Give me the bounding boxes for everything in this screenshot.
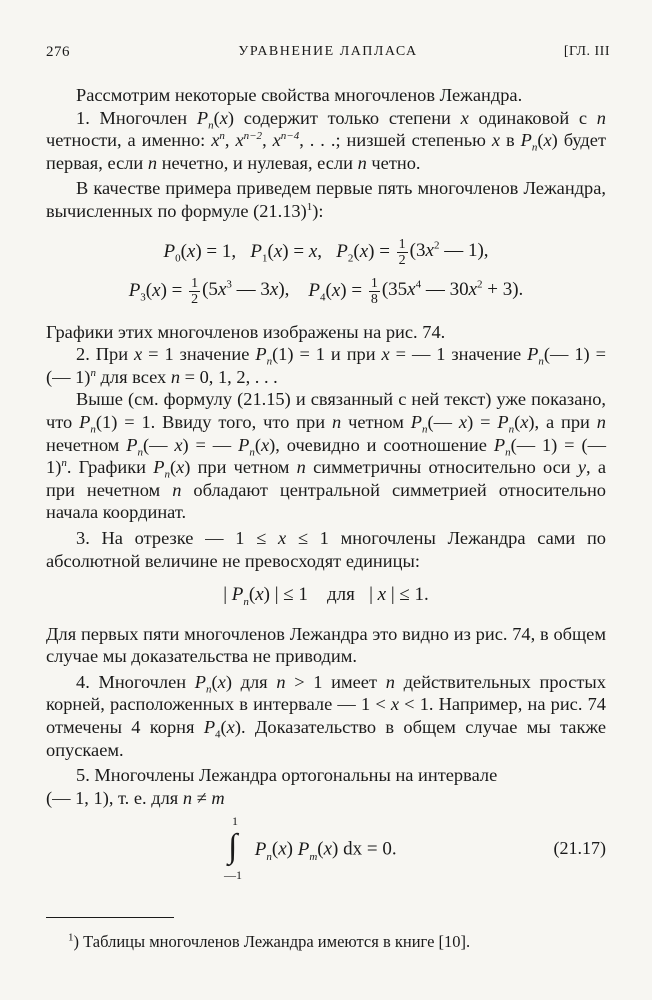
graphs-sentence: Графики этих многочленов изображены на рис. 74.: [46, 321, 446, 342]
footnote-marker: 1: [306, 200, 313, 213]
fraction-one-half: $\frac{1}{2}$: [191, 275, 199, 307]
examples-paragraph: В качестве примера приведем первые пять многочленов Лежандра, вычисленных по формуле $(21.13)^1$):: [46, 178, 606, 221]
property-3-continuation: Для первых пяти многочленов Лежандра это видно из рис. 74, в общем случае мы доказательства не приводим.: [46, 623, 606, 667]
main-text: [46, 84, 606, 889]
intro-paragraph: Рассмотрим некоторые свойства многочленов Лежандра.: [76, 85, 523, 105]
footnote-separator: [46, 917, 174, 918]
legendre-formula-line-1: $P_0(x) = 1$, $P_1(x) = x$, $P_2(x)$ = $\frac{1}{2}$ ($3x^2$ — 1),: [163, 236, 489, 268]
footnote: $^1$) Таблицы многочленов Лежандра имеются в книге [10].: [68, 931, 471, 951]
property-2-continuation: Выше (см. формулу (21.15) и связанный с ней текст) уже показано, что $P_n(1) = 1$. Ввиду того, что при n четном $P_n(—$ $x) = P_n(x)$, а при n нечетном $P_n(—$ x) = — $P_n(x)$, очевидно и соотношение $P_n(—$ 1) = (— 1)$^n$. Графики $P_n(x)$ при четном n симметричны относительно оси y, а при нечетном n обладают центральной симметрией относительно начала координат.: [46, 389, 606, 523]
equation-number: (21.17): [553, 838, 606, 859]
property-4-paragraph: 4. Многочлен $P_n(x)$ для n > 1 имеет n действительных простых корней, расположенных в интервале — 1 < x < 1. Например, на рис. 74 отмечены 4 корня $P_4(x)$. Доказательство в общем случае мы также опускаем.: [46, 671, 606, 760]
property-5-paragraph: 5. Многочлены Лежандра ортогональны на интервале: [76, 765, 498, 786]
legendre-formula-line-2: $P_3(x)$ = $\frac{1}{2}$ ($5x^3$ — 3x), $P_4(x)$ = $\frac{1}{8}$ ($35x^4$ — $30x^2 + 3$).: [128, 275, 524, 307]
property-2-paragraph: 2. При x = 1 значение $P_n(1) = 1$ и при x = — 1 значение $P_n(—$ 1) = (— 1)$^n$ для всех n = 0, 1, 2, . . .: [46, 344, 606, 387]
fraction-one-half: $\frac{1}{2}$: [398, 236, 406, 268]
chapter-reference: [ГЛ. III: [563, 44, 610, 59]
fraction-one-eighth: $\frac{1}{8}$: [370, 275, 378, 307]
integral-sign: 1 ∫ —1: [224, 814, 242, 883]
orthogonality-integral: 1 ∫ —1 $P_n(x)$ $P_m(x)$ dx = 0. (21.17): [224, 814, 606, 883]
absolute-value-inequality: | $P_n(x)$ | ≤ 1 для | x | ≤ 1.: [223, 584, 429, 608]
property-3-paragraph: 3. На отрезке — 1 ≤ x ≤ 1 многочлены Лежандра сами по абсолютной величине не превосходят единицы:: [46, 527, 607, 571]
property-1-paragraph: 1. Многочлен $P_n(x)$ содержит только степени x одинаковой с n четности, а именно: $x^n$, $x^{n-2}$, $x^{n-4}$, . . .; низшей степенью x в $P_n(x)$ будет первая, если n нечетно, и нулевая, если n четно.: [46, 107, 606, 173]
property-5-continuation: (— 1, 1), т. е. для n ≠ m: [46, 787, 225, 808]
running-header: [46, 44, 610, 66]
running-title: УРАВНЕНИЕ ЛАПЛАСА: [238, 44, 418, 59]
page-number: 276: [46, 44, 70, 60]
